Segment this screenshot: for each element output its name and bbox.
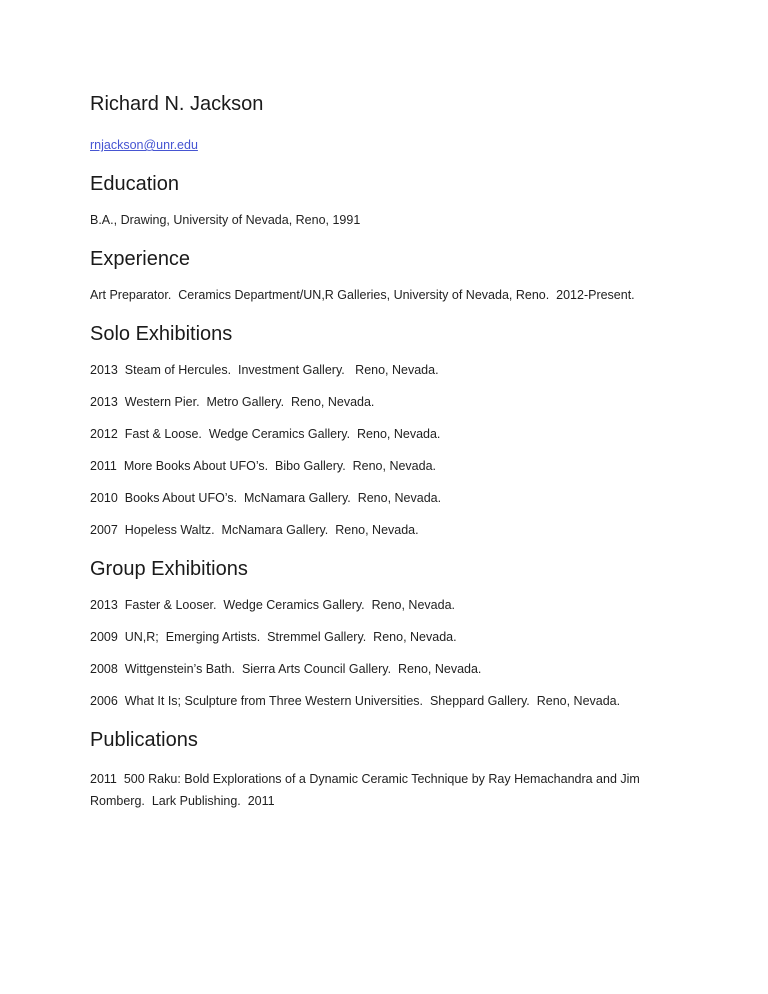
section-education [90,171,693,229]
section-heading: Education [90,173,179,195]
cv-line: B.A., Drawing, University of Nevada, Reno, 1991 [90,213,361,227]
section-solo-exhibitions [90,321,693,539]
section-heading: Experience [90,248,191,270]
cv-line: Art Preparator. Ceramics Department/UN,R Galleries, University of Nevada, Reno. 2012-Present. [90,288,635,302]
email-link[interactable]: rnjackson@unr.edu [90,138,198,152]
cv-line: 2006 What It Is; Sculpture from Three Western Universities. Sheppard Gallery. Reno, Nevada. [90,694,621,708]
section-heading: Group Exhibitions [90,558,248,580]
cv-line: 2011 More Books About UFO’s. Bibo Gallery. Reno, Nevada. [90,459,437,473]
section-publications [90,727,693,812]
cv-line: 2008 Wittgenstein’s Bath. Sierra Arts Council Gallery. Reno, Nevada. [90,662,482,676]
section-experience [90,246,693,304]
contact-line [90,137,693,154]
cv-line: 2007 Hopeless Waltz. McNamara Gallery. Reno, Nevada. [90,523,419,537]
cv-line: 2009 UN,R; Emerging Artists. Stremmel Gallery. Reno, Nevada. [90,630,457,644]
cv-line: 2013 Western Pier. Metro Gallery. Reno, Nevada. [90,395,375,409]
section-heading: Solo Exhibitions [90,323,233,345]
cv-line: 2013 Steam of Hercules. Investment Gallery. Reno, Nevada. [90,363,439,377]
cv-line: 2011 500 Raku: Bold Explorations of a Dynamic Ceramic Technique by Ray Hemachandra and Jim Romberg. Lark Publishing. 2011 [90,772,644,808]
cv-line: 2012 Fast & Loose. Wedge Ceramics Gallery. Reno, Nevada. [90,427,441,441]
section-group-exhibitions [90,556,693,710]
cv-line: 2010 Books About UFO’s. McNamara Gallery. Reno, Nevada. [90,491,442,505]
section-heading: Publications [90,729,198,751]
page-title: Richard N. Jackson [90,93,264,115]
cv-line: 2013 Faster & Looser. Wedge Ceramics Gallery. Reno, Nevada. [90,598,455,612]
